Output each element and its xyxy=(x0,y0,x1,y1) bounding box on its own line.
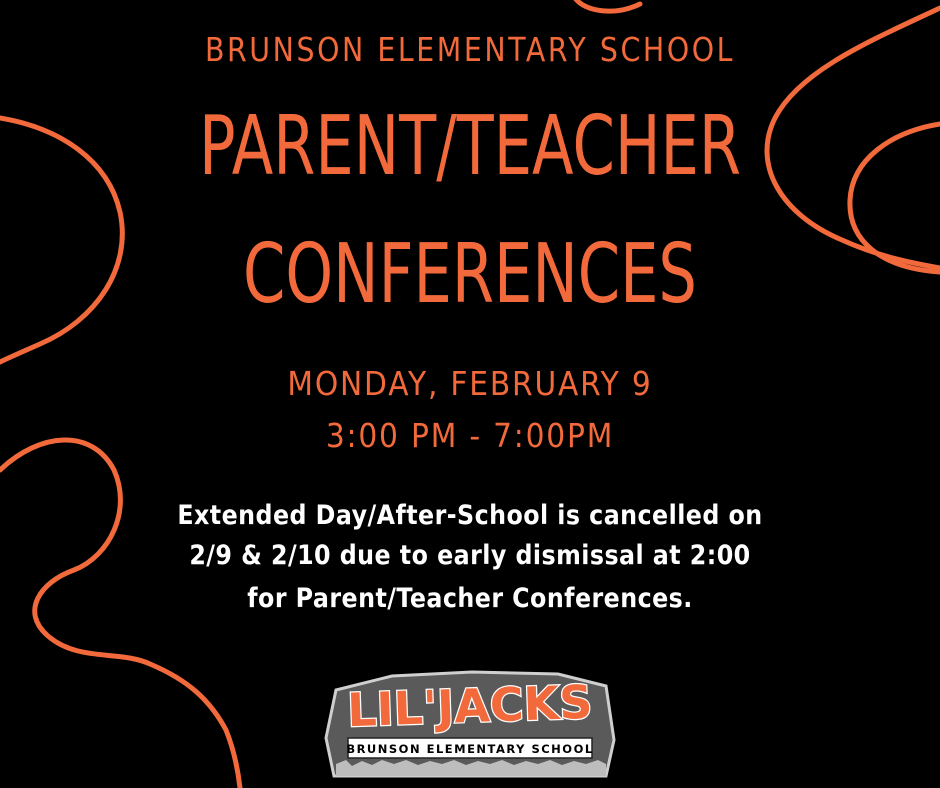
swirl-top-center xyxy=(575,0,640,11)
event-time: 3:00 PM - 7:00PM xyxy=(325,416,615,455)
swirl-left-upper xyxy=(0,118,122,362)
school-name-heading: BRUNSON ELEMENTARY SCHOOL xyxy=(204,30,736,69)
event-date: MONDAY, FEBRUARY 9 xyxy=(287,364,653,403)
notice-line-2: 2/9 & 2/10 due to early dismissal at 2:00 xyxy=(189,540,751,571)
logo-banner-text: BRUNSON ELEMENTARY SCHOOL xyxy=(346,742,594,756)
event-title-line-2: CONFERENCES xyxy=(243,227,697,322)
notice-line-3: for Parent/Teacher Conferences. xyxy=(247,583,693,614)
logo-wordmark: LIL'JACKS xyxy=(346,674,594,738)
event-title-line-1: PARENT/TEACHER xyxy=(199,99,741,194)
notice-line-1: Extended Day/After-School is cancelled on xyxy=(177,500,763,531)
lil-jacks-logo xyxy=(322,668,618,780)
